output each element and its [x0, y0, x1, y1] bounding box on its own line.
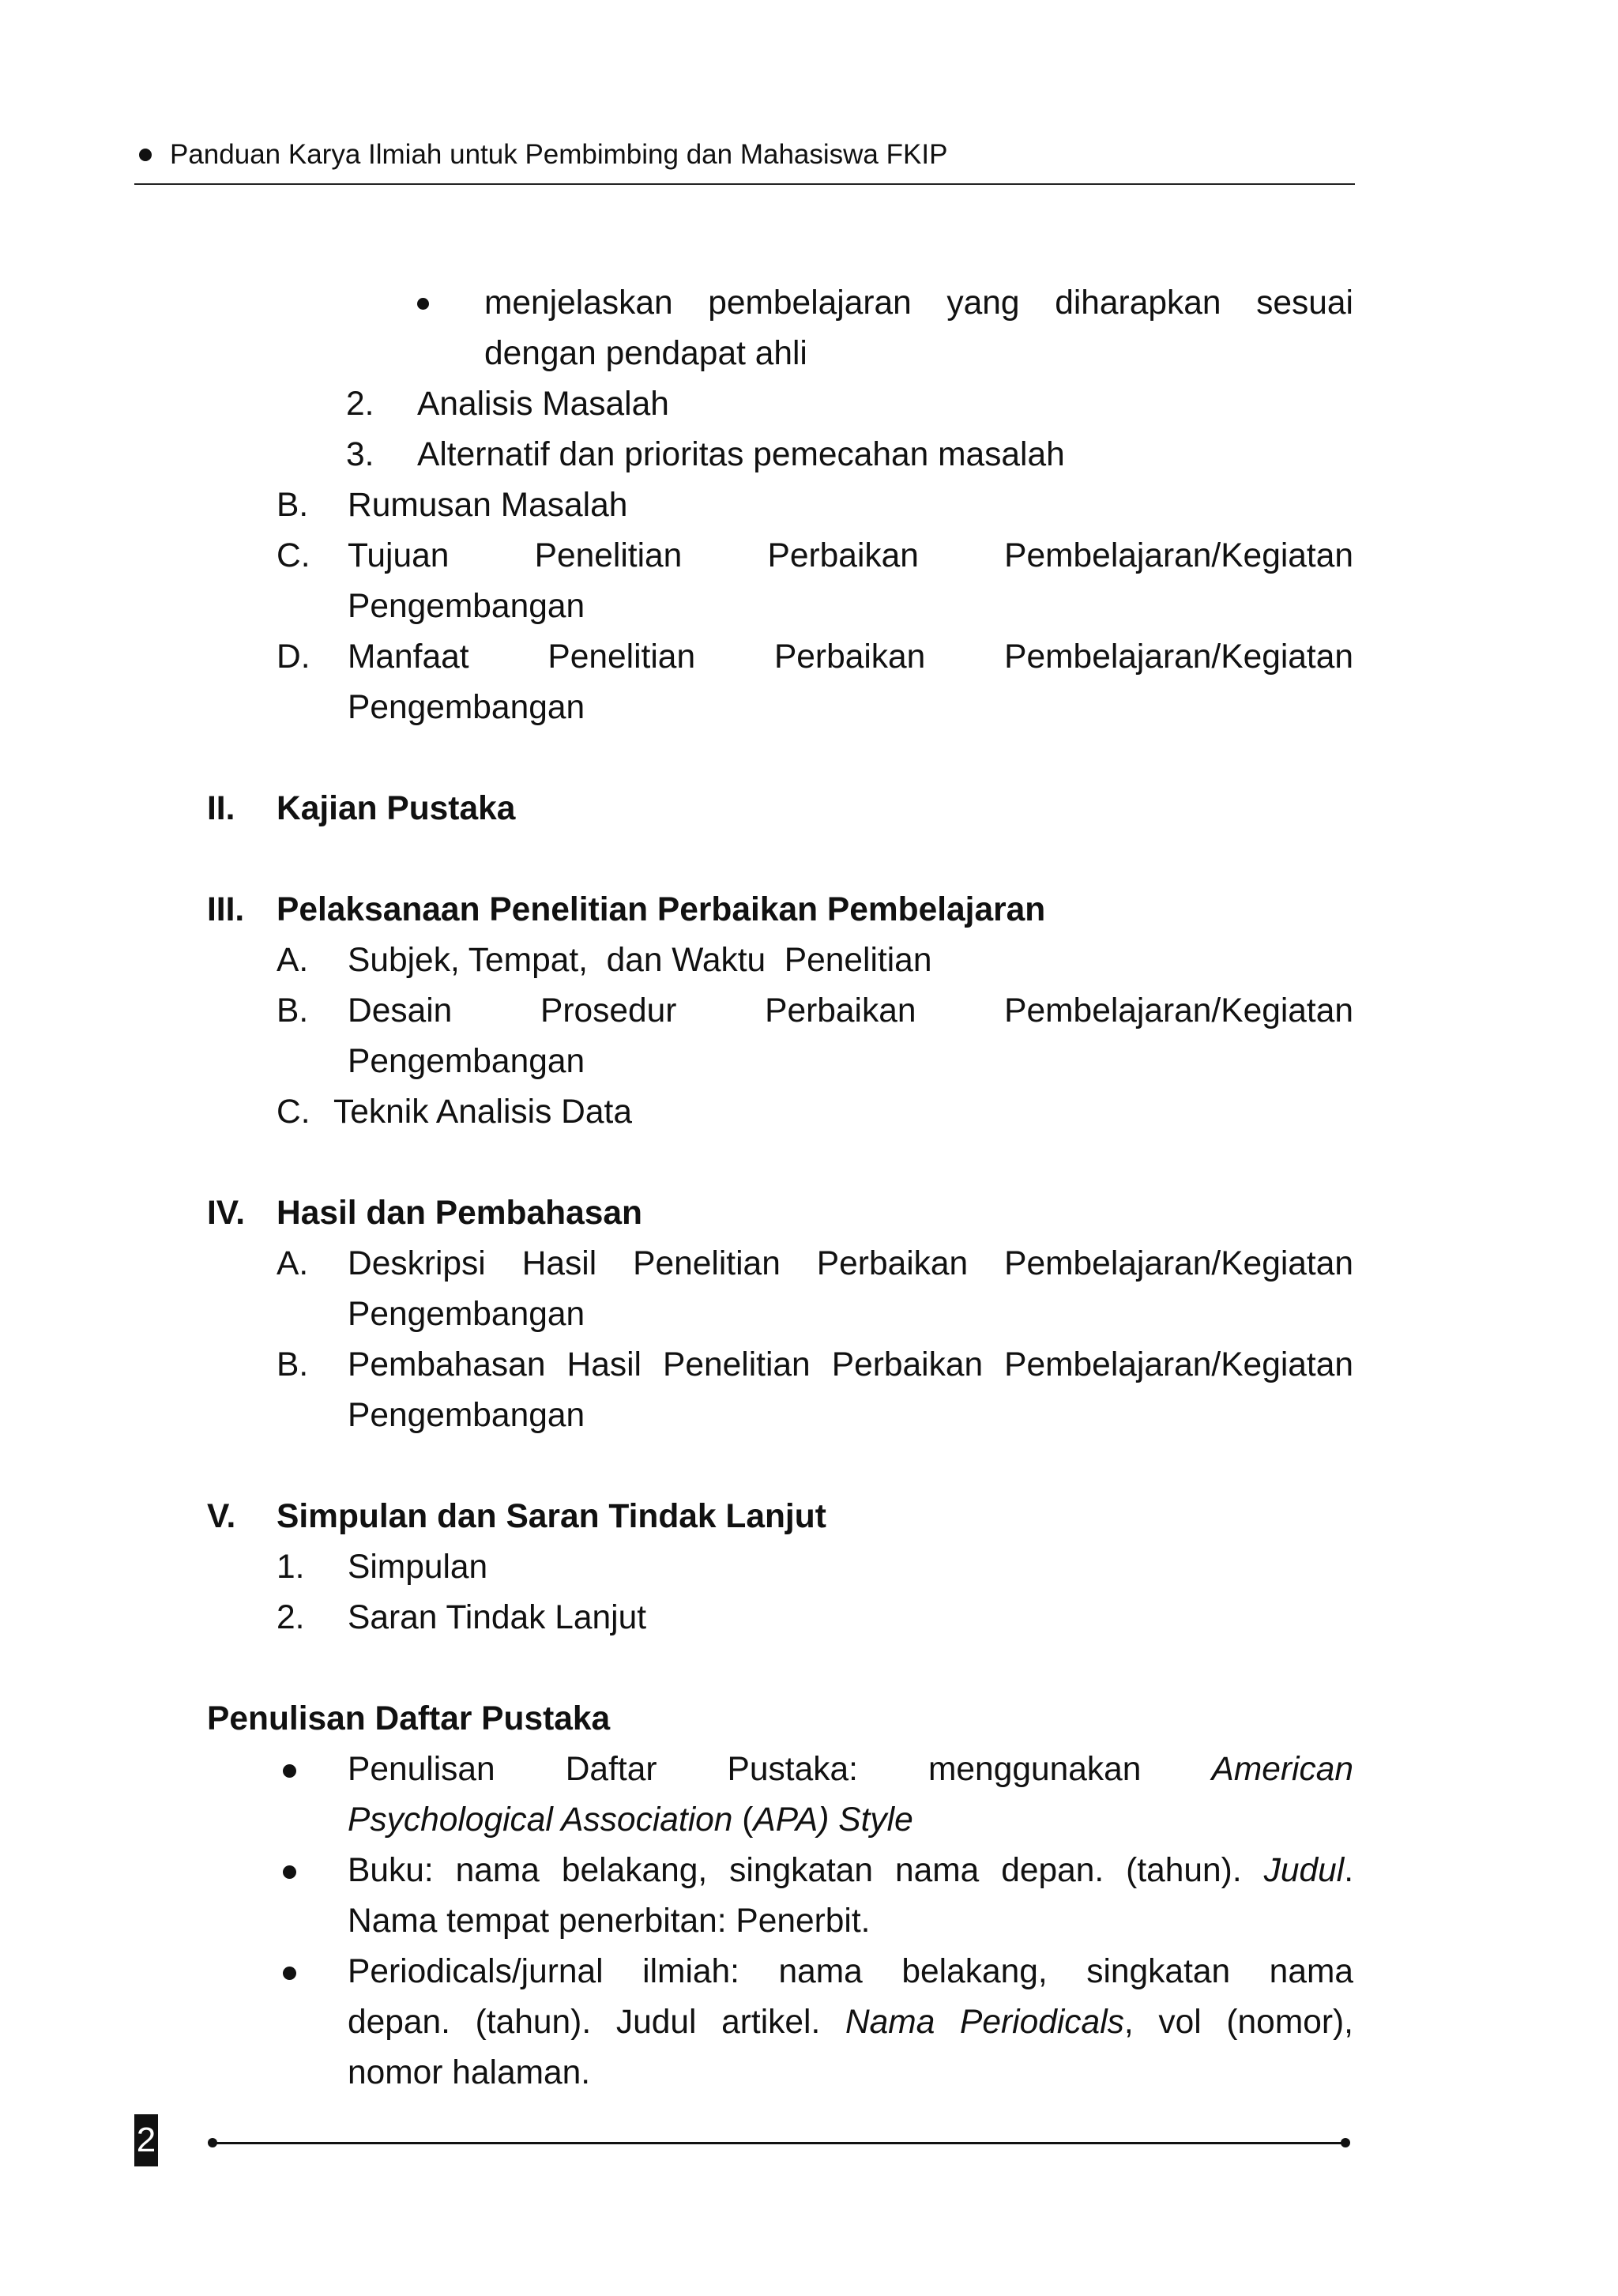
page-footer: [0, 2114, 1618, 2177]
list-marker: 2.: [346, 386, 374, 423]
bullet-icon: [283, 1764, 296, 1778]
list-item: [0, 1340, 1618, 1391]
document-body: [0, 278, 1618, 2098]
list-item: [0, 1239, 1618, 1289]
section-title: Kajian Pustaka: [277, 790, 516, 827]
list-item-text: depan. (tahun). Judul artikel. Nama Periodicals, vol (nomor),: [348, 2004, 1353, 2041]
list-item-text: Periodicals/jurnal ilmiah: nama belakang, singkatan nama: [348, 1953, 1353, 1990]
header-title: Panduan Karya Ilmiah untuk Pembimbing dan Mahasiswa FKIP: [170, 139, 948, 170]
list-marker: B.: [277, 487, 309, 524]
list-item-text: menjelaskan pembelajaran yang diharapkan sesuai: [484, 284, 1353, 322]
list-item-continuation: [0, 2048, 1618, 2098]
footer-rule: [212, 2142, 1344, 2144]
list-item-continuation: [0, 1997, 1618, 2048]
section-heading: [0, 784, 1618, 834]
list-item: [0, 632, 1618, 683]
list-item: [0, 1593, 1618, 1643]
list-item-text: Pengembangan: [348, 1296, 585, 1333]
list-marker: C.: [277, 1093, 310, 1131]
list-item-text: Subjek, Tempat, dan Waktu Penelitian: [348, 942, 932, 979]
list-item: [0, 430, 1618, 480]
list-marker: B.: [277, 992, 309, 1029]
list-item-continuation: [0, 329, 1618, 379]
section-number: IV.: [207, 1195, 246, 1232]
list-item-text: Alternatif dan prioritas pemecahan masalah: [417, 436, 1065, 473]
list-item-text: Psychological Association (APA) Style: [348, 1801, 913, 1839]
list-item: [0, 1542, 1618, 1593]
list-marker: B.: [277, 1346, 309, 1383]
section-number: V.: [207, 1498, 236, 1535]
section-title: Simpulan dan Saran Tindak Lanjut: [277, 1498, 826, 1535]
list-item-text: Pengembangan: [348, 1043, 585, 1080]
list-item-text: Nama tempat penerbitan: Penerbit.: [348, 1903, 871, 1940]
list-marker: A.: [277, 942, 309, 979]
list-item-continuation: [0, 1391, 1618, 1441]
section-heading: [0, 1694, 1618, 1745]
section-title: Penulisan Daftar Pustaka: [207, 1700, 611, 1737]
list-item-text: Analisis Masalah: [417, 386, 669, 423]
bullet-icon: [417, 298, 429, 310]
list-marker: 3.: [346, 436, 374, 473]
list-item-text: Pengembangan: [348, 588, 585, 625]
header-rule: [134, 183, 1355, 185]
list-item-text: Deskripsi Hasil Penelitian Perbaikan Pembelajaran/Kegiatan: [348, 1245, 1353, 1282]
list-item-continuation: [0, 1037, 1618, 1087]
section-heading: [0, 1188, 1618, 1239]
section-number: III.: [207, 891, 245, 928]
list-item-text: Simpulan: [348, 1549, 488, 1586]
section-number: II.: [207, 790, 235, 827]
list-item: [0, 278, 1618, 329]
list-marker: C.: [277, 537, 310, 574]
list-item-text: Saran Tindak Lanjut: [348, 1599, 647, 1636]
list-item: [0, 379, 1618, 430]
header-bullet-icon: [139, 149, 152, 161]
list-item: [0, 986, 1618, 1037]
list-item-text: Teknik Analisis Data: [333, 1093, 632, 1131]
section-heading: [0, 1492, 1618, 1542]
list-item-text: Buku: nama belakang, singkatan nama depan. (tahun). Judul.: [348, 1852, 1353, 1889]
section-heading: [0, 885, 1618, 935]
list-item-continuation: [0, 1896, 1618, 1947]
list-item: [0, 531, 1618, 582]
list-item: [0, 480, 1618, 531]
list-marker: 2.: [277, 1599, 305, 1636]
list-marker: 1.: [277, 1549, 305, 1586]
list-marker: D.: [277, 638, 310, 676]
list-item-continuation: [0, 683, 1618, 733]
list-marker: A.: [277, 1245, 309, 1282]
section-title: Hasil dan Pembahasan: [277, 1195, 642, 1232]
list-item-text: Tujuan Penelitian Perbaikan Pembelajaran/Kegiatan: [348, 537, 1353, 574]
bullet-icon: [283, 1865, 296, 1879]
list-item-continuation: [0, 1795, 1618, 1846]
list-item: [0, 1087, 1618, 1138]
list-item-text: Pengembangan: [348, 689, 585, 726]
list-item-text: Pengembangan: [348, 1397, 585, 1434]
page-number: 2: [134, 2114, 158, 2166]
list-item: [0, 1745, 1618, 1795]
page-header: [134, 136, 1355, 186]
list-item-text: nomor halaman.: [348, 2054, 591, 2091]
list-item-continuation: [0, 1289, 1618, 1340]
list-item-text: Rumusan Masalah: [348, 487, 628, 524]
list-item-text: dengan pendapat ahli: [484, 335, 807, 372]
list-item: [0, 1846, 1618, 1896]
list-item-text: Desain Prosedur Perbaikan Pembelajaran/Kegiatan: [348, 992, 1353, 1029]
list-item: [0, 935, 1618, 986]
section-title: Pelaksanaan Penelitian Perbaikan Pembelajaran: [277, 891, 1046, 928]
list-item-continuation: [0, 582, 1618, 632]
list-item-text: Manfaat Penelitian Perbaikan Pembelajaran/Kegiatan: [348, 638, 1353, 676]
footer-dot-icon: [1341, 2138, 1350, 2147]
list-item-text: Pembahasan Hasil Penelitian Perbaikan Pembelajaran/Kegiatan: [348, 1346, 1353, 1383]
list-item-text: Penulisan Daftar Pustaka: menggunakan American: [348, 1751, 1354, 1788]
bullet-icon: [283, 1967, 296, 1980]
list-item: [0, 1947, 1618, 1997]
